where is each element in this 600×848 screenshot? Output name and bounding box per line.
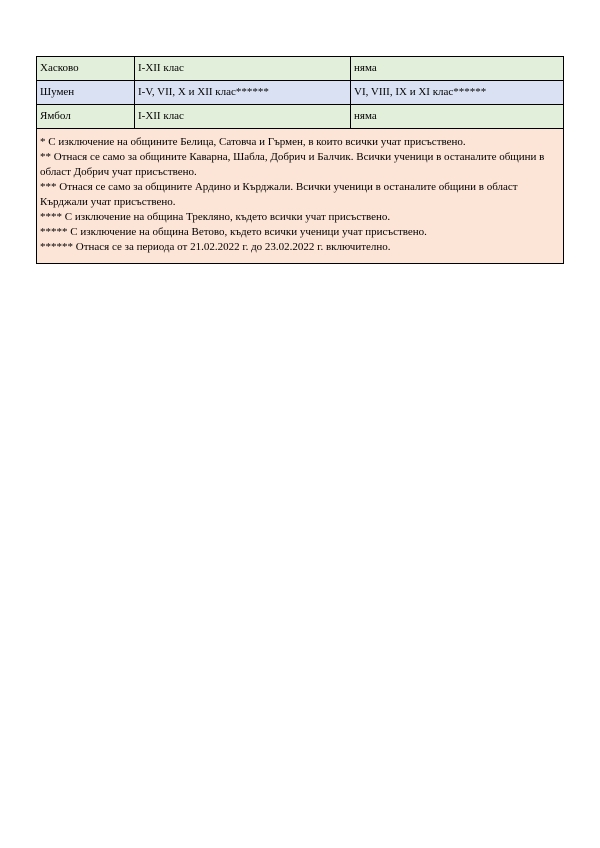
in-person-classes-cell: I-XII клас [135, 105, 351, 129]
region-cell: Хасково [37, 57, 135, 81]
remote-classes-cell: няма [351, 57, 564, 81]
footnote-5: ***** С изключение на община Ветово, където всички ученици учат присъствено. [40, 226, 427, 238]
regions-table [36, 56, 564, 264]
footnote-3: *** Отнася се само за общините Ардино и Кърджали. Всички ученици в останалите общини в област Кърджали учат присъствено. [40, 181, 518, 208]
footnotes-cell [37, 129, 564, 264]
footnote-2: ** Отнася се само за общините Каварна, Шабла, Добрич и Балчик. Всички ученици в останалите общини в област Добрич учат присъствено. [40, 151, 545, 178]
region-cell: Ямбол [37, 105, 135, 129]
in-person-classes-cell: I-XII клас [135, 57, 351, 81]
region-cell: Шумен [37, 81, 135, 105]
in-person-classes-cell: I-V, VII, X и XII клас****** [135, 81, 351, 105]
remote-classes-cell: VI, VIII, IX и XI клас****** [351, 81, 564, 105]
footnote-6: ****** Отнася се за периода от 21.02.2022 г. до 23.02.2022 г. включително. [40, 241, 391, 253]
table-row [37, 81, 564, 105]
footnotes-row [37, 129, 564, 264]
footnote-4: **** С изключение на община Трекляно, където всички учат присъствено. [40, 211, 391, 223]
remote-classes-cell: няма [351, 105, 564, 129]
table-row [37, 105, 564, 129]
table-row [37, 57, 564, 81]
footnote-1: * С изключение на общините Белица, Сатовча и Гърмен, в които всички учат присъствено. [40, 136, 466, 148]
